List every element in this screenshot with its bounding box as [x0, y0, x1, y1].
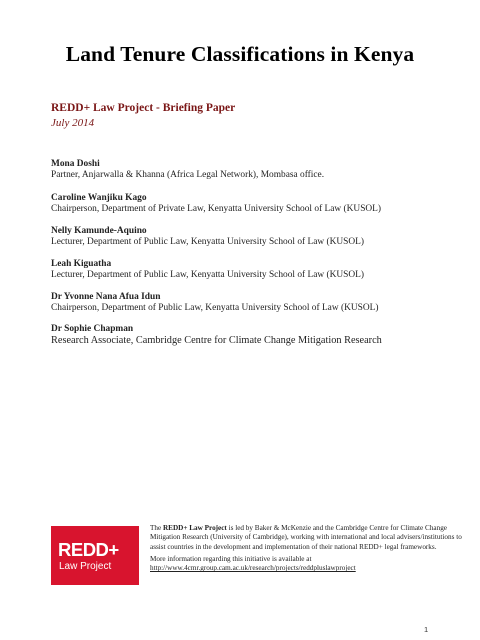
- author-name: Dr Sophie Chapman: [51, 324, 134, 334]
- author-affiliation: Lecturer, Department of Public Law, Kenyatta University School of Law (KUSOL): [51, 237, 364, 247]
- author-name: Dr Yvonne Nana Afua Idun: [51, 292, 161, 302]
- author-name: Mona Doshi: [51, 159, 100, 169]
- page-number: 1: [424, 625, 429, 634]
- author-entry: [51, 324, 382, 347]
- logo-main-text: REDD+: [58, 539, 119, 560]
- project-footer: [51, 524, 471, 594]
- footer-description: [150, 524, 475, 573]
- author-entry: [51, 226, 364, 248]
- author-entry: [51, 193, 381, 215]
- author-entry: [51, 159, 324, 181]
- author-affiliation: Chairperson, Department of Private Law, Kenyatta University School of Law (KUSOL): [51, 204, 382, 214]
- redd-law-project-logo: [51, 526, 139, 585]
- author-name: Caroline Wanjiku Kago: [51, 193, 147, 203]
- project-name: REDD+ Law Project: [162, 524, 227, 532]
- author-entry: [51, 259, 364, 281]
- description-body: is led by Baker & McKenzie and the Cambridge Centre for Climate Change Mitigation Research (University of Cambridge), working with international and local advisers/institutions to assist countries in the development and implementation of their national REDD+ legal frameworks.: [150, 524, 462, 551]
- author-affiliation: Research Associate, Cambridge Centre for Climate Change Mitigation Research: [51, 335, 382, 346]
- author-name: Leah Kiguatha: [51, 259, 112, 269]
- author-affiliation: Chairperson, Department of Public Law, Kenyatta University School of Law (KUSOL): [51, 303, 379, 313]
- description-prefix: The: [150, 524, 163, 532]
- author-affiliation: Lecturer, Department of Public Law, Kenyatta University School of Law (KUSOL): [51, 270, 364, 280]
- project-description: [150, 524, 475, 552]
- more-info-text: More information regarding this initiative is available at: [150, 554, 312, 563]
- author-affiliation: Partner, Anjarwalla & Khanna (Africa Legal Network), Mombasa office.: [51, 170, 325, 180]
- author-name: Nelly Kamunde-Aquino: [51, 226, 147, 236]
- project-url-link[interactable]: http://www.4cmr.group.cam.ac.uk/research/projects/reddpluslawproject: [150, 564, 356, 573]
- document-title: Land Tenure Classifications in Kenya: [65, 42, 415, 66]
- logo-sub-text: Law Project: [59, 561, 112, 572]
- author-entry: [51, 292, 378, 314]
- document-date: July 2014: [51, 117, 95, 129]
- document-subtitle: REDD+ Law Project - Briefing Paper: [51, 102, 236, 114]
